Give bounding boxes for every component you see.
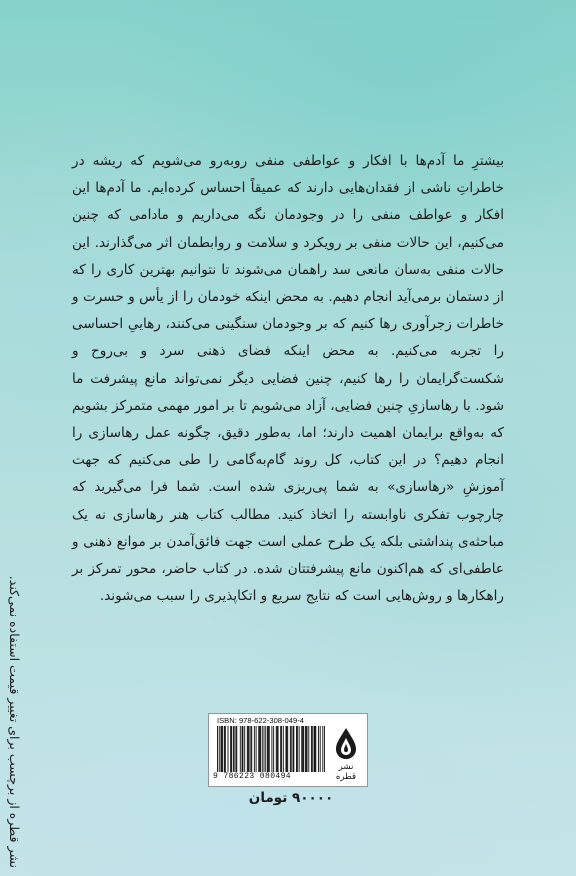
barcode-bar (306, 726, 307, 772)
barcode-bar (286, 726, 287, 772)
barcode-bar (318, 726, 319, 772)
barcode-bar (249, 726, 250, 772)
barcode-bar (254, 726, 255, 772)
barcode-bar (322, 726, 323, 772)
barcode-bar (267, 726, 268, 772)
barcode-bar (293, 726, 294, 772)
barcode-bar (307, 726, 308, 772)
barcode-bar (277, 726, 278, 772)
barcode-bar (281, 726, 282, 772)
barcode-bar (305, 726, 306, 772)
barcode-bar (236, 726, 237, 772)
barcode-bar (234, 726, 235, 772)
price-label: ۹۰۰۰۰ تومان (248, 790, 334, 806)
vertical-publisher-note: نشر قطره از برچسب برای تغییر قیمت استفاده نمی‌کند. (7, 575, 22, 868)
barcode-bar (285, 726, 286, 772)
barcode-bar (240, 726, 241, 772)
barcode-bar (221, 726, 222, 772)
barcode-bar (301, 726, 302, 772)
barcode-icon (217, 726, 325, 772)
barcode-bar (314, 726, 315, 772)
barcode-bar (314, 726, 315, 772)
barcode-bar (219, 726, 220, 772)
barcode-bar (235, 726, 236, 772)
barcode-bar (283, 726, 284, 772)
barcode-bar (320, 726, 321, 772)
barcode-bar (312, 726, 313, 772)
barcode-bar (293, 726, 294, 772)
barcode-bar (276, 726, 277, 772)
barcode-bar (250, 726, 251, 772)
publisher-name: نشر قطره (335, 762, 357, 782)
barcode-bar (225, 726, 226, 772)
barcode-bar (221, 726, 222, 772)
barcode-panel (208, 713, 368, 787)
barcode-bar (290, 726, 291, 772)
barcode-bar (258, 726, 259, 772)
barcode-bar (242, 726, 243, 772)
barcode-bar (256, 726, 257, 772)
barcode-bar (260, 726, 261, 772)
barcode-bar (296, 726, 297, 772)
barcode-digits: 9 786223 080494 (213, 772, 292, 781)
barcode-bar (271, 726, 272, 772)
barcode-bar (259, 726, 260, 772)
barcode-bar (297, 726, 298, 772)
barcode-bar (248, 726, 249, 772)
barcode-bar (222, 726, 223, 772)
barcode-bar (269, 726, 270, 772)
barcode-bar (224, 726, 225, 772)
barcode-bar (217, 726, 218, 772)
barcode-bar (311, 726, 312, 772)
barcode-bar (251, 726, 252, 772)
barcode-bar (287, 726, 288, 772)
barcode-bar (291, 726, 292, 772)
barcode-bar (231, 726, 232, 772)
barcode-bar (278, 726, 279, 772)
barcode-bar (242, 726, 243, 772)
barcode-bar (315, 726, 316, 772)
barcode-bar (268, 726, 269, 772)
barcode-bar (230, 726, 231, 772)
barcode-bar (308, 726, 309, 772)
barcode-bar (280, 726, 281, 772)
barcode-bar (247, 726, 248, 772)
barcode-bar (265, 726, 266, 772)
barcode-bar (299, 726, 300, 772)
barcode-bar (244, 726, 245, 772)
back-cover-blurb: بیشترِ ما آدم‌ها با افکار و عواطفی منفی روبه‌رو می‌شویم که ریشه در خاطراتِ ناشی از فقدان‌هایی دارند که عمیقاً احساس کرده‌ایم. ما آدم‌ها این افکار و عواطف منفی را در وجودمان نگه می‌داریم و مادامی که چنین می‌کنیم، این حالات منفی بر رویکرد و سلامت و روابطمان اثر می‌گذارند. این حالات منفی به‌سان مانعی سد راهمان می‌شوند تا نتوانیم بهترین کاری را که از دستمان برمی‌آید انجام دهیم. به محض اینکه خودمان را از یأس و حسرت و خاطرات زجرآوری رها کنیم که بر وجودمان سنگینی می‌کنند، رهاییِ احساسی را تجربه می‌کنیم. به محض اینکه فضای ذهنی سرد و بی‌روح و شکست‌گرایمان را رها کنیم، چنین فضایی دیگر نمی‌تواند مانع پیشرفت ما شود. با رهاسازیِ چنین فضایی، آزاد می‌شویم تا بر امور مهمی متمرکز بشویم که به‌واقع برایمان اهمیت دارند؛ اما، به‌طور دقیق، چگونه عمل رهاسازی را انجام دهیم؟ در این کتاب، کل روند گام‌به‌گامی را طی می‌کنیم که جهت آموزشِ «رهاسازی» به شما پی‌ریزی شده است. شما فرا می‌گیرید که چارچوب تفکری ناوابسته را اتخاذ کنید. مطالب کتاب هنر رهاسازی نه یک مباحثه‌ی پنداشتی بلکه یک طرح عملی است جهت فائق‌آمدن بر موانع ذهنی و عاطفی‌ای که هم‌اکنون مانع پیشرفتتان شده. در کتاب حاضر، محور تمرکز بر راهکارها و روش‌هایی است که نتایج سریع و اتکاپذیری را سبب می‌شوند. (72, 153, 504, 605)
barcode-bar (262, 726, 263, 772)
isbn-label: ISBN: 978-622-308-049-4 (217, 716, 304, 725)
barcode-bar (228, 726, 229, 772)
barcode-bar (303, 726, 304, 772)
barcode-bar (324, 726, 325, 772)
barcode-bar (264, 726, 265, 772)
barcode-bar (233, 726, 234, 772)
barcode-bar (302, 726, 303, 772)
barcode-bar (273, 726, 274, 772)
